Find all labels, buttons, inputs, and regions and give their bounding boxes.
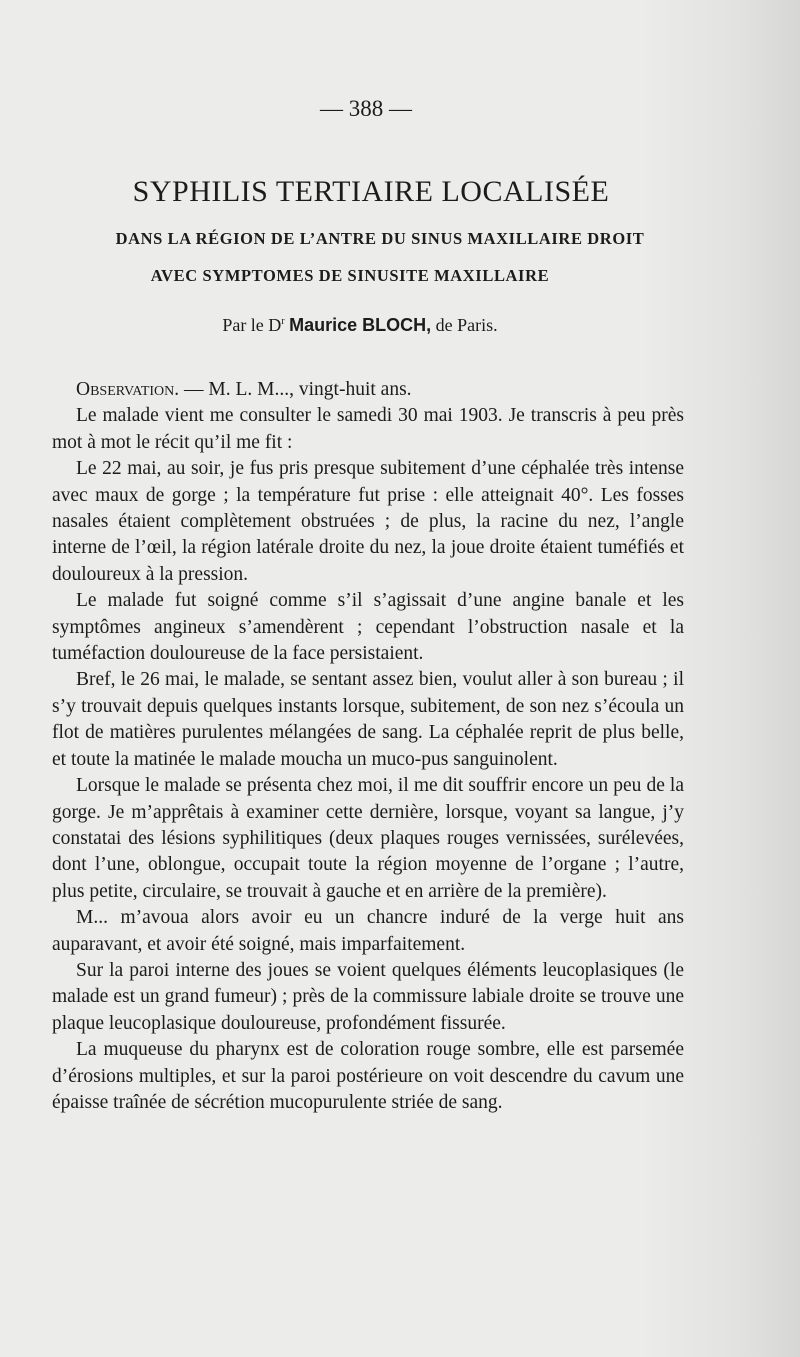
byline-sup: r <box>281 316 285 327</box>
article-subtitle-line-1: DANS LA RÉGION DE L’ANTRE DU SINUS MAXILLAIRE DROIT <box>115 229 645 248</box>
article-subtitle-line-2: AVEC SYMPTOMES DE SINUSITE MAXILLAIRE <box>150 266 550 285</box>
byline <box>0 315 720 336</box>
paragraph: Lorsque le malade se présenta chez moi, il me dit souffrir encore un peu de la gorge. Je m’apprêtais à examiner cette dernière, lorsque, voyant sa langue, j’y constatai des lésions syphilitiques (deux plaques rouges vernissées, surélevées, dont l’une, oblongue, occupait toute la région moyenne de l’organe ; l’autre, plus petite, circulaire, se trouvait à gauche et en arrière de la première). <box>52 775 684 902</box>
observation-text: — M. L. M..., vingt-huit ans. <box>184 379 412 400</box>
paragraph: Le 22 mai, au soir, je fus pris presque subitement d’une céphalée très intense avec maux de gorge ; la température fut prise : elle atteignait 40°. Les fosses nasales étaient complètement obstruées ; de plus, la racine du nez, l’angle interne de l’œil, la région latérale droite du nez, la joue droite étaient tuméfiés et douloureux à la pression. <box>52 458 684 585</box>
paragraph: Le malade vient me consulter le samedi 30 mai 1903. Je transcris à peu près mot à mot le récit qu’il me fit : <box>52 405 684 453</box>
paragraph: Sur la paroi interne des joues se voient quelques éléments leucoplasiques (le malade est un grand fumeur) ; près de la commissure labiale droite se trouve une plaque leucoplasique douloureuse, profondément fissurée. <box>52 959 684 1034</box>
paragraph: La muqueuse du pharynx est de coloration rouge sombre, elle est parsemée d’érosions multiples, et sur la paroi postérieure on voit descendre du cavum une épaisse traînée de sécrétion mucopurulente striée de sang. <box>52 1039 684 1113</box>
observation-line <box>52 377 684 403</box>
observation-label: Observation. <box>76 379 180 400</box>
byline-suffix: de Paris. <box>435 315 498 335</box>
article-body <box>52 377 684 1116</box>
paragraph: M... m’avoua alors avoir eu un chancre induré de la verge huit ans auparavant, et avoir été soigné, mais imparfaitement. <box>52 907 684 955</box>
page-number: — 388 — <box>320 96 412 121</box>
paragraph: Bref, le 26 mai, le malade, se sentant assez bien, voulut aller à son bureau ; il s’y trouvait depuis quelques instants lorsque, subitement, de son nez s’écoula un flot de matières purulentes mélangées de sang. La céphalée reprit de plus belle, et toute la matinée le malade moucha un muco-pus sanguinolent. <box>52 669 684 770</box>
paragraph: Le malade fut soigné comme s’il s’agissait d’une angine banale et les symptômes angineux s’amendèrent ; cependant l’obstruction nasale et la tuméfaction douloureuse de la face persistaient. <box>52 590 684 665</box>
author-name: Maurice BLOCH, <box>289 315 432 335</box>
article-title: SYPHILIS TERTIAIRE LOCALISÉE <box>132 175 610 208</box>
byline-prefix: Par le D <box>222 315 282 335</box>
